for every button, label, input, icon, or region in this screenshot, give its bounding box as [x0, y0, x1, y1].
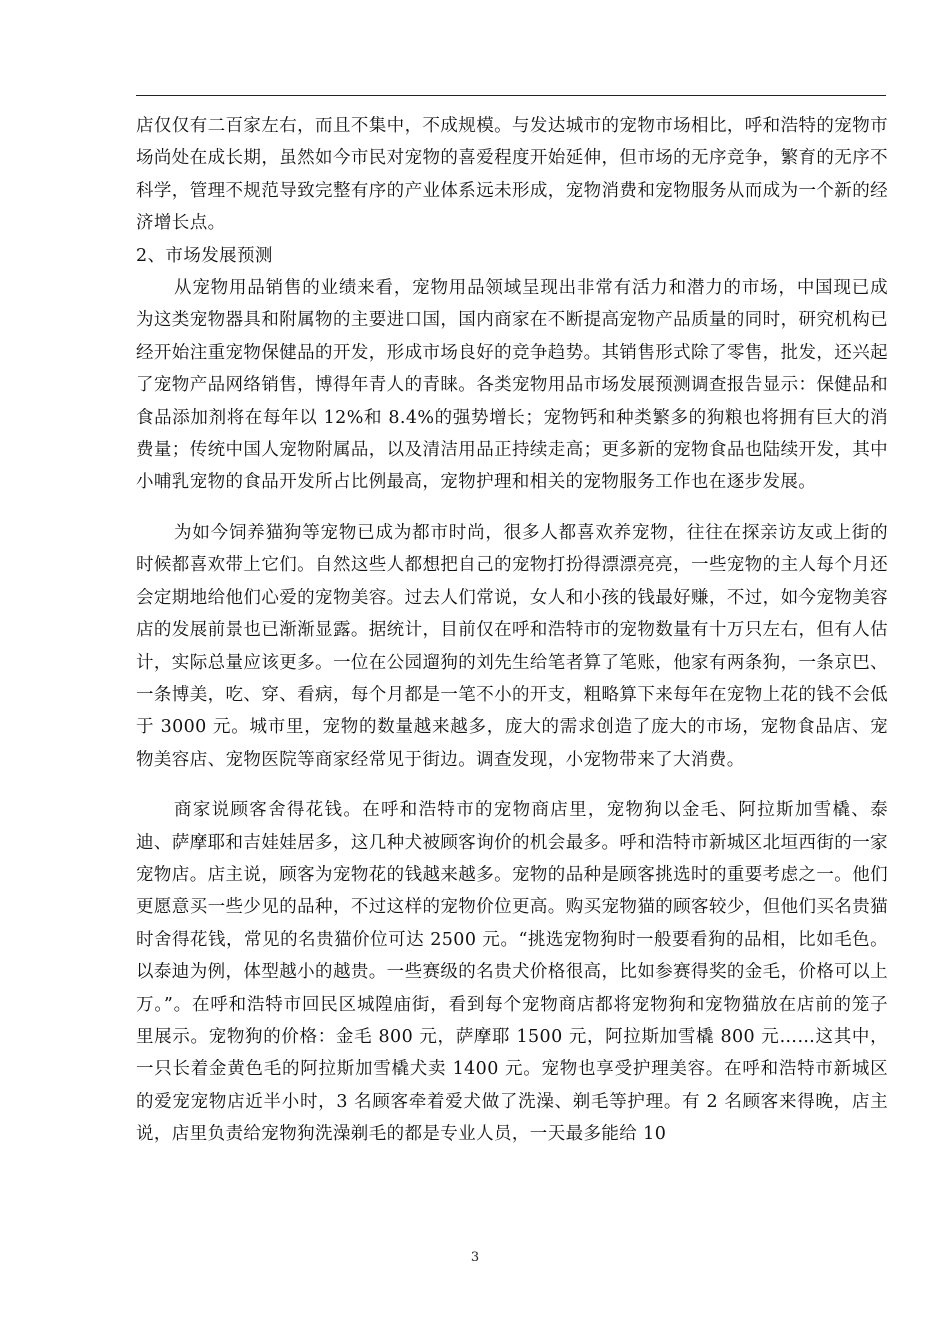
- body-text: [136, 110, 888, 1151]
- paragraph-merchants: 商家说顾客舍得花钱。在呼和浩特市的宠物商店里，宠物狗以金毛、阿拉斯加雪橇、泰迪、萨摩耶和吉娃娃居多，这几种犬被顾客询价的机会最多。呼和浩特市新城区北垣西街的一家宠物店。店主说，顾客为宠物花的钱越来越多。宠物的品种是顾客挑选时的重要考虑之一。他们更愿意买一些少见的品种，不过这样的宠物价位更高。购买宠物猫的顾客较少，但他们买名贵猫时舍得花钱，常见的名贵猫价位可达 2500 元。“挑选宠物狗时一般要看狗的品相，比如毛色。以泰迪为例，体型越小的越贵。一些赛级的名贵犬价格很高，比如参赛得奖的金毛，价格可以上万。”。在呼和浩特市回民区城隍庙街，看到每个宠物商店都将宠物狗和宠物猫放在店前的笼子里展示。宠物狗的价格：金毛 800 元，萨摩耶 1500 元，阿拉斯加雪橇 800 元……这其中，一只长着金黄色毛的阿拉斯加雪橇犬卖 1400 元。宠物也享受护理美容。在呼和浩特市新城区的爱宠宠物店近半小时，3 名顾客牵着爱犬做了洗澡、剃毛等护理。有 2 名顾客来得晚，店主说，店里负责给宠物狗洗澡剃毛的都是专业人员，一天最多能给 10: [136, 800, 888, 1145]
- page-number: 3: [470, 1250, 480, 1265]
- header-rule: [136, 95, 886, 96]
- paragraph-pet-grooming: 为如今饲养猫狗等宠物已成为都市时尚，很多人都喜欢养宠物，往往在探亲访友或上街的时候都喜欢带上它们。自然这些人都想把自己的宠物打扮得漂漂亮亮，一些宠物的主人每个月还会定期地给他们心爱的宠物美容。过去人们常说，女人和小孩的钱最好赚，不过，如今宠物美容店的发展前景也已渐渐显露。据统计，目前仅在呼和浩特市的宠物数量有十万只左右，但有人估计，实际总量应该更多。一位在公园遛狗的刘先生给笔者算了笔账，他家有两条狗，一条京巴、一条博美，吃、穿、看病，每个月都是一笔不小的开支，粗略算下来每年在宠物上花的钱不会低于 3000 元。城市里，宠物的数量越来越多，庞大的需求创造了庞大的市场，宠物食品店、宠物美容店、宠物医院等商家经常见于街边。调查发现，小宠物带来了大消费。: [136, 522, 888, 770]
- section-heading: 2、市场发展预测: [136, 245, 273, 266]
- paragraph-continuation: 店仅仅有二百家左右，而且不集中，不成规模。与发达城市的宠物市场相比，呼和浩特的宠物市场尚处在成长期，虽然如今市民对宠物的喜爱程度开始延伸，但市场的无序竞争，繁育的无序不科学，管理不规范导致完整有序的产业体系远未形成，宠物消费和宠物服务从而成为一个新的经济增长点。: [136, 116, 888, 234]
- paragraph-market-forecast: 从宠物用品销售的业绩来看，宠物用品领域呈现出非常有活力和潜力的市场，中国现已成为这类宠物器具和附属物的主要进口国，国内商家在不断提高宠物产品质量的同时，研究机构已经开始注重宠物保健品的开发，形成市场良好的竞争趋势。其销售形式除了零售，批发，还兴起了宠物产品网络销售，博得年青人的青睐。各类宠物用品市场发展预测调查报告显示：保健品和食品添加剂将在每年以 12%和 8.4%的强势增长；宠物钙和种类繁多的狗粮也将拥有巨大的消费量；传统中国人宠物附属品，以及清洁用品正持续走高；更多新的宠物食品也陆续开发，其中小哺乳宠物的食品开发所占比例最高，宠物护理和相关的宠物服务工作也在逐步发展。: [136, 278, 888, 493]
